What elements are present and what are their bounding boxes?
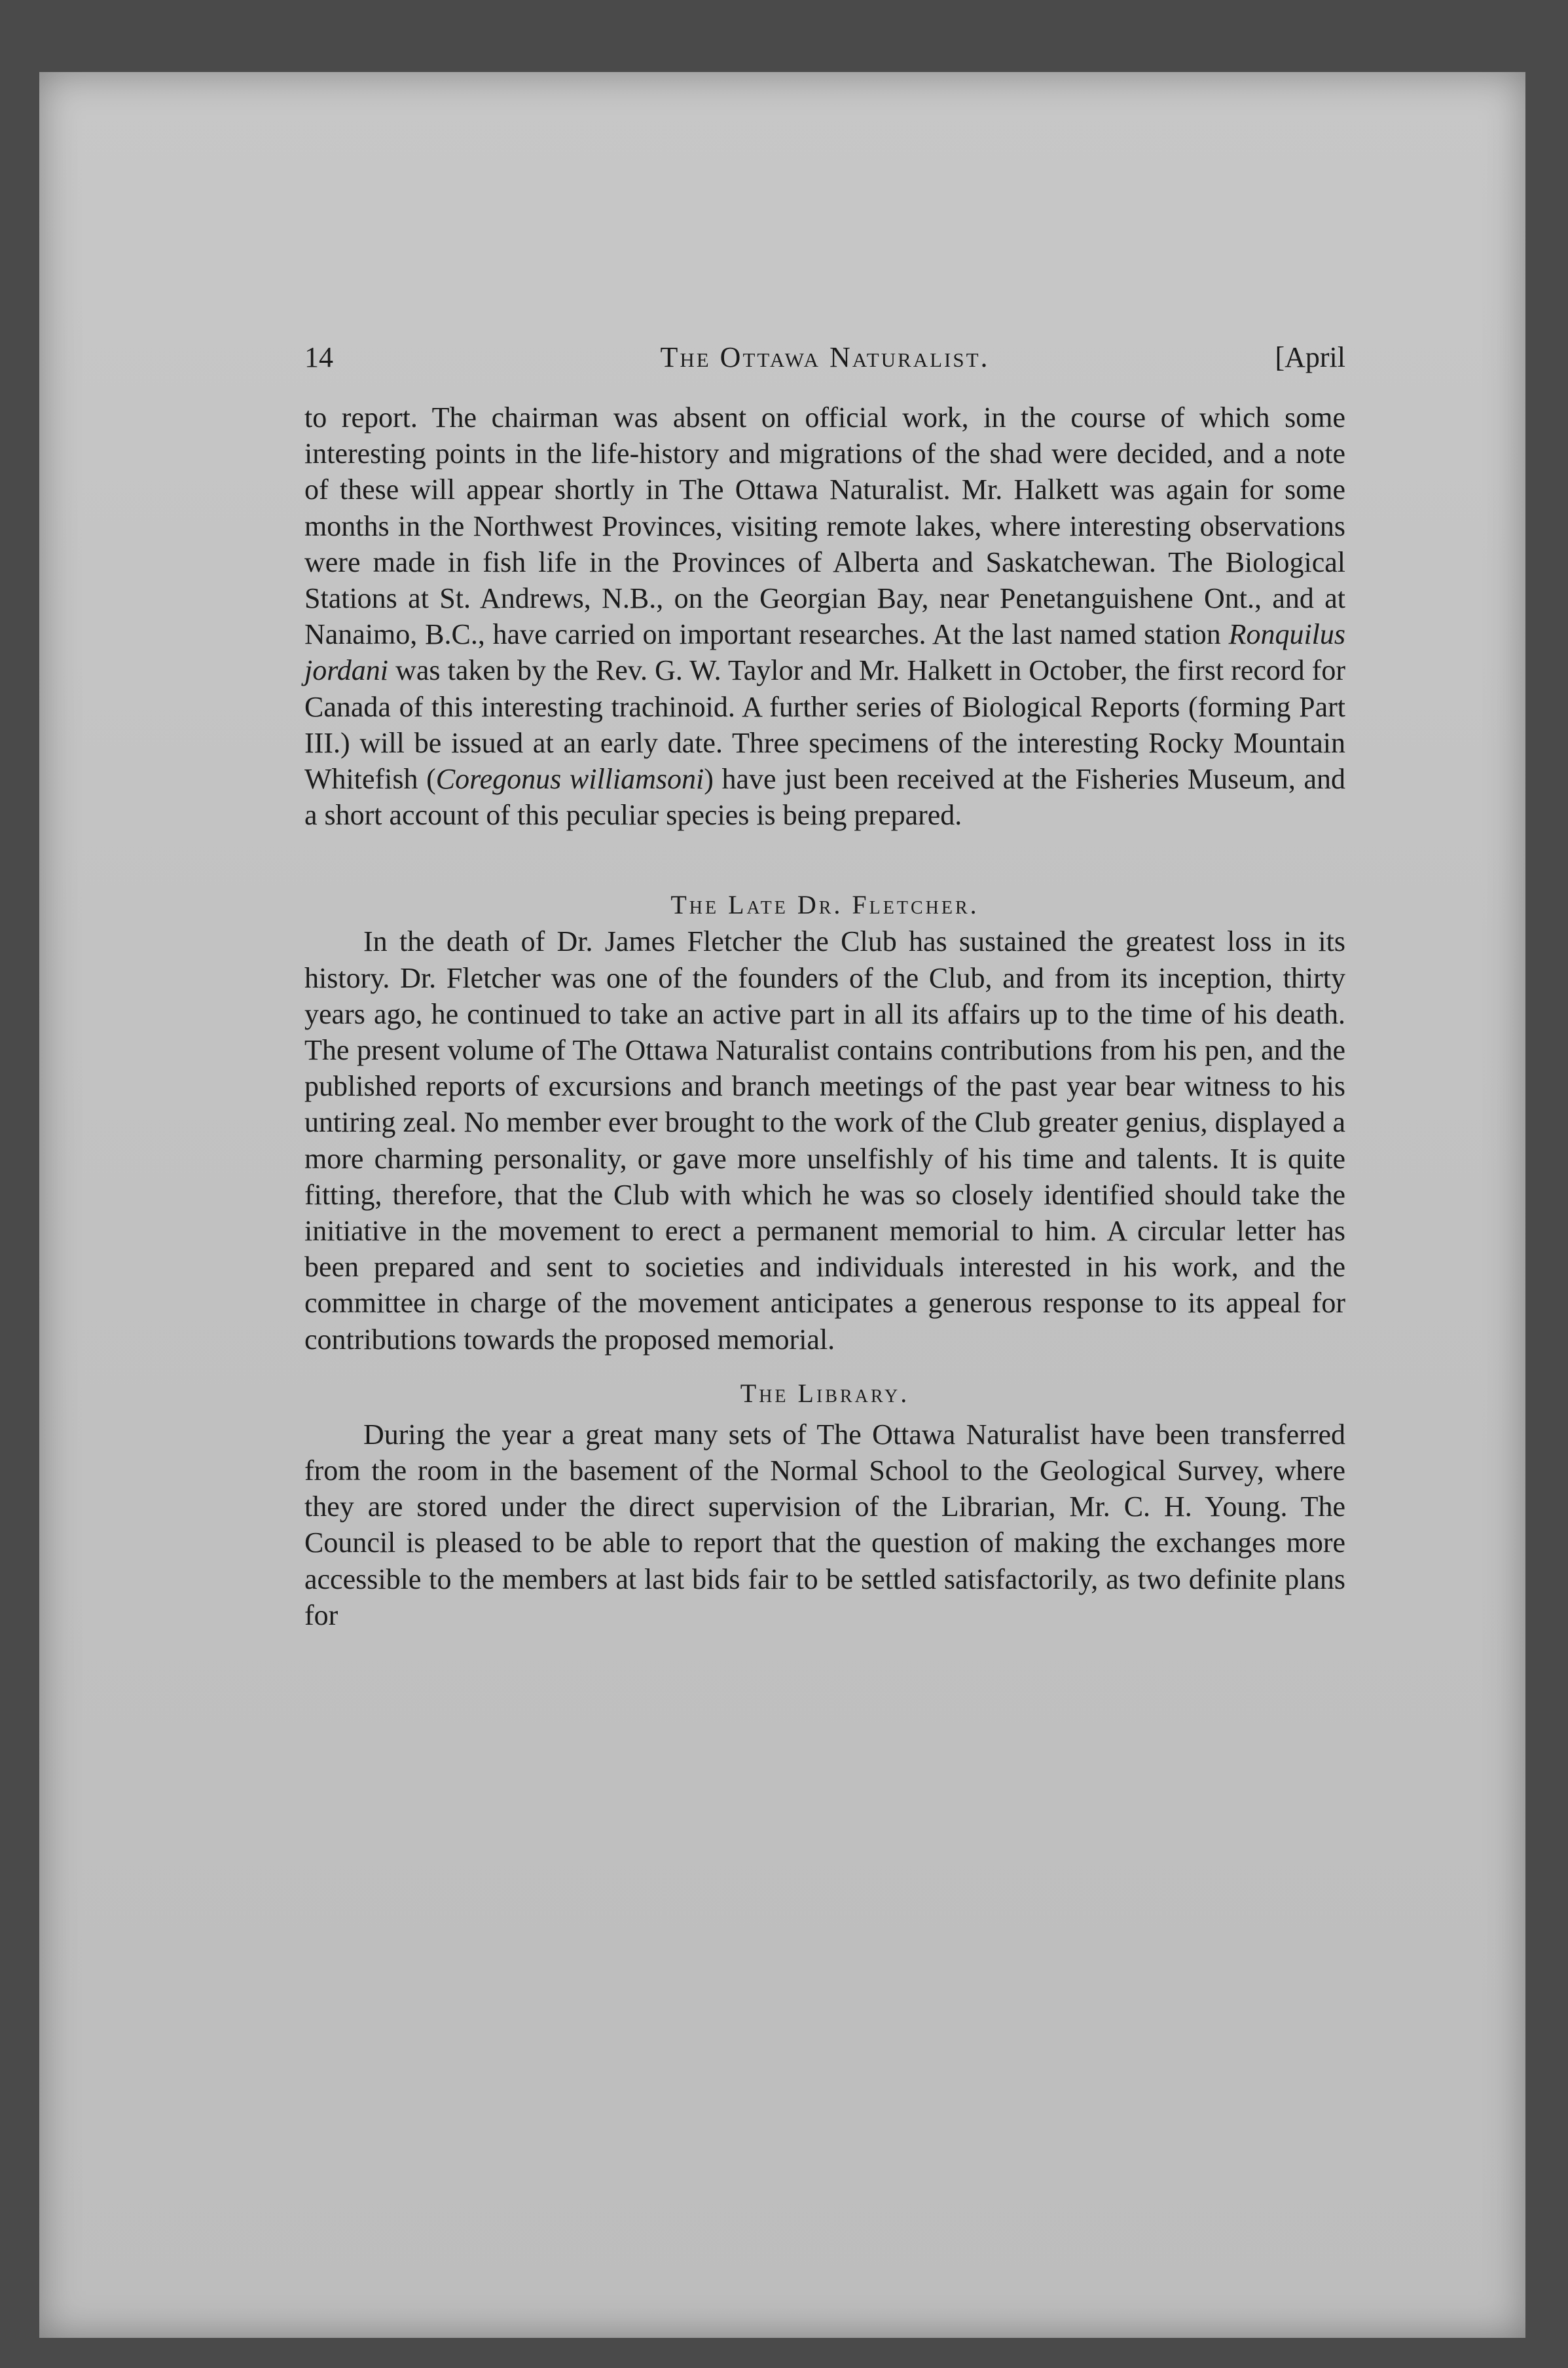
species-name-coregonus: Coregonus williamsoni: [435, 763, 704, 796]
running-head: [304, 341, 1345, 399]
paragraph-1-middle: was taken by the Rev. G. W. Taylor and Mr. Halkett in October, the first record for Canada of this interesting trachinoid. A further series of Biological Reports (forming Part III.) will be issued at an early date. Three specimens of the interesting Rocky Mountain Whitefish (: [304, 654, 1345, 796]
paragraph-1-end: ) have just been received at the Fisheries Museum, and a short account of this peculiar species is being prepared.: [304, 763, 1346, 832]
section-heading-library: The Library.: [740, 1378, 910, 1408]
section-heading-late-dr-fletcher: The Late Dr. Fletcher.: [670, 890, 979, 920]
paragraph-library: During the year a great many sets of The Ottawa Naturalist have been transferred from the room in the basement of the Normal School to the Geological Survey, where they are stored under the direct supervision of the Librarian, Mr. C. H. Young. The Council is pleased to be able to report that the question of making the exchanges more accessible to the members at last bids fair to be settled satisfactorily, as two definite plans for: [304, 1418, 1345, 1631]
paragraph-late-dr-fletcher: In the death of Dr. James Fletcher the Club has sustained the greatest loss in its history. Dr. Fletcher was one of the founders of the Club, and from its inception, thirty years ago, he continued to take an active part in all its affairs up to the time of his death. The present volume of The Ottawa Naturalist contains contributions from his pen, and the published reports of excursions and branch meetings of the past year bear witness to his untiring zeal. No member ever brought to the work of the Club greater genius, displayed a more charming personality, or gave more unselfishly of his time and talents. It is quite fitting, therefore, that the Club with which he was so closely identified should take the initiative in the movement to erect a permanent memorial to him. A circular letter has been prepared and sent to societies and individuals interested in his work, and the committee in charge of the movement anticipates a generous response to its appeal for contributions towards the proposed memorial.: [304, 925, 1345, 1356]
journal-title: The Ottawa Naturalist.: [660, 341, 990, 373]
page-number: 14: [304, 341, 333, 373]
text-block: [304, 341, 1345, 1633]
paragraph-fisheries-report: [304, 399, 1345, 833]
issue-month: [April: [1275, 341, 1345, 373]
species-name-ronquilus: Ronquilus jordani: [304, 618, 1346, 687]
paragraph-1-lead: to report. The chairman was absent on official work, in the course of which some interesting points in the life-history and migrations of the shad were decided, and a note of these will appear shortly in The Ottawa Naturalist. Mr. Halkett was again for some months in the Northwest Provinces, visiting remote lakes, where interesting observations were made in fish life in the Provinces of Alberta and Saskatchewan. The Biological Stations at St. Andrews, N.B., on the Georgian Bay, near Penetanguishene Ont., and at Nanaimo, B.C., have carried on important researches. At the last named station: [304, 401, 1345, 651]
